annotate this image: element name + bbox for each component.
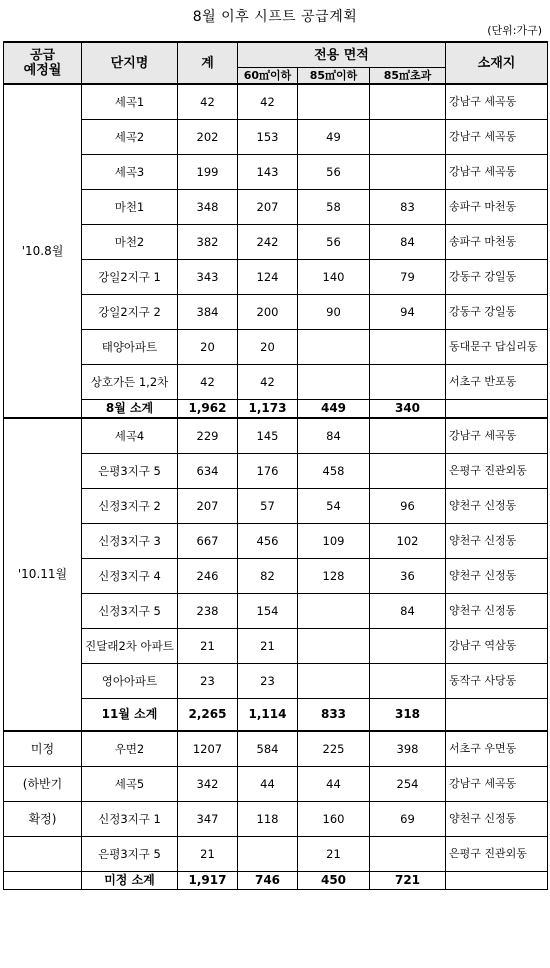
location-cell: 서초구 우면동 <box>446 731 548 767</box>
location-cell: 동대문구 답십리동 <box>446 330 548 365</box>
location-cell: 양천구 신정동 <box>446 802 548 837</box>
table-row <box>4 295 548 330</box>
location-cell: 서초구 반포동 <box>446 365 548 400</box>
total-cell: 42 <box>178 84 238 120</box>
area-85over-cell <box>370 454 446 489</box>
table-row <box>4 225 548 260</box>
total-cell: 23 <box>178 664 238 699</box>
area-85over-cell <box>370 120 446 155</box>
subtotal-area-85: 449 <box>298 400 370 419</box>
area-85-cell: 160 <box>298 802 370 837</box>
total-cell: 207 <box>178 489 238 524</box>
total-cell: 229 <box>178 418 238 454</box>
table-row <box>4 802 548 837</box>
area-60-cell: 154 <box>238 594 298 629</box>
complex-name-cell: 신정3지구 2 <box>82 489 178 524</box>
area-85-cell: 58 <box>298 190 370 225</box>
area-85-cell: 54 <box>298 489 370 524</box>
subtotal-area-85: 833 <box>298 699 370 732</box>
table-row <box>4 489 548 524</box>
table-row <box>4 190 548 225</box>
complex-name-cell: 마천1 <box>82 190 178 225</box>
complex-name-cell: 진달래2차 아파트 <box>82 629 178 664</box>
complex-name-cell: 세곡1 <box>82 84 178 120</box>
area-85over-cell <box>370 629 446 664</box>
total-cell: 202 <box>178 120 238 155</box>
table-row <box>4 594 548 629</box>
total-cell: 382 <box>178 225 238 260</box>
area-60-cell: 207 <box>238 190 298 225</box>
subtotal-area-85: 450 <box>298 872 370 890</box>
total-cell: 384 <box>178 295 238 330</box>
subtotal-row <box>4 699 548 732</box>
subtotal-label: 미정 소계 <box>82 872 178 890</box>
area-85over-cell: 83 <box>370 190 446 225</box>
area-60-cell: 42 <box>238 365 298 400</box>
table-row <box>4 330 548 365</box>
subtotal-location-empty <box>446 699 548 732</box>
subtotal-total: 1,917 <box>178 872 238 890</box>
subtotal-total: 1,962 <box>178 400 238 419</box>
subtotal-row <box>4 400 548 419</box>
area-60-cell: 200 <box>238 295 298 330</box>
total-cell: 342 <box>178 767 238 802</box>
location-cell: 은평구 진관외동 <box>446 837 548 872</box>
total-cell: 246 <box>178 559 238 594</box>
subtotal-location-empty <box>446 872 548 890</box>
complex-name-cell: 신정3지구 5 <box>82 594 178 629</box>
location-cell: 강동구 강일동 <box>446 260 548 295</box>
area-85-cell <box>298 629 370 664</box>
area-85-cell: 458 <box>298 454 370 489</box>
location-cell: 강동구 강일동 <box>446 295 548 330</box>
subtotal-area-60: 1,114 <box>238 699 298 732</box>
location-cell: 강남구 세곡동 <box>446 155 548 190</box>
table-row <box>4 120 548 155</box>
location-cell: 강남구 세곡동 <box>446 767 548 802</box>
area-60-cell: 82 <box>238 559 298 594</box>
area-60-cell: 42 <box>238 84 298 120</box>
period-cell: '10.8월 <box>4 84 82 418</box>
area-85over-cell: 96 <box>370 489 446 524</box>
area-60-cell: 584 <box>238 731 298 767</box>
header-area-85: 85㎡이하 <box>298 68 370 85</box>
table-row <box>4 767 548 802</box>
location-cell: 송파구 마천동 <box>446 190 548 225</box>
area-85over-cell: 254 <box>370 767 446 802</box>
area-85over-cell <box>370 837 446 872</box>
complex-name-cell: 은평3지구 5 <box>82 454 178 489</box>
total-cell: 20 <box>178 330 238 365</box>
table-row <box>4 837 548 872</box>
subtotal-total: 2,265 <box>178 699 238 732</box>
area-60-cell: 153 <box>238 120 298 155</box>
area-60-cell: 242 <box>238 225 298 260</box>
document-title: 8월 이후 시프트 공급계획 <box>192 9 358 25</box>
area-85over-cell: 84 <box>370 594 446 629</box>
period-cell: (하반기 <box>4 767 82 802</box>
location-cell: 양천구 신정동 <box>446 594 548 629</box>
area-85-cell: 90 <box>298 295 370 330</box>
area-85over-cell: 36 <box>370 559 446 594</box>
total-cell: 199 <box>178 155 238 190</box>
header-area-85over: 85㎡초과 <box>370 68 446 85</box>
area-60-cell: 118 <box>238 802 298 837</box>
table-row <box>4 731 548 767</box>
subtotal-area-85over: 340 <box>370 400 446 419</box>
area-60-cell: 57 <box>238 489 298 524</box>
area-85over-cell: 94 <box>370 295 446 330</box>
area-60-cell: 44 <box>238 767 298 802</box>
area-85over-cell <box>370 84 446 120</box>
location-cell: 송파구 마천동 <box>446 225 548 260</box>
table-row <box>4 418 548 454</box>
area-85-cell: 44 <box>298 767 370 802</box>
header-area: 전용 면적 <box>238 42 446 68</box>
total-cell: 634 <box>178 454 238 489</box>
location-cell: 강남구 세곡동 <box>446 418 548 454</box>
table-row <box>4 664 548 699</box>
area-85-cell: 21 <box>298 837 370 872</box>
subtotal-label: 8월 소계 <box>82 400 178 419</box>
table-row <box>4 524 548 559</box>
area-85-cell <box>298 594 370 629</box>
total-cell: 21 <box>178 837 238 872</box>
area-85-cell <box>298 84 370 120</box>
location-cell: 양천구 신정동 <box>446 524 548 559</box>
location-cell: 동작구 사당동 <box>446 664 548 699</box>
header-area-60: 60㎡이하 <box>238 68 298 85</box>
area-85over-cell <box>370 155 446 190</box>
area-60-cell <box>238 837 298 872</box>
table-row <box>4 365 548 400</box>
area-85-cell <box>298 664 370 699</box>
area-85over-cell <box>370 365 446 400</box>
complex-name-cell: 신정3지구 1 <box>82 802 178 837</box>
period-cell <box>4 872 82 890</box>
area-85over-cell <box>370 330 446 365</box>
area-85over-cell: 69 <box>370 802 446 837</box>
area-60-cell: 23 <box>238 664 298 699</box>
complex-name-cell: 은평3지구 5 <box>82 837 178 872</box>
period-cell <box>4 837 82 872</box>
complex-name-cell: 신정3지구 3 <box>82 524 178 559</box>
complex-name-cell: 우면2 <box>82 731 178 767</box>
complex-name-cell: 세곡3 <box>82 155 178 190</box>
complex-name-cell: 강일2지구 2 <box>82 295 178 330</box>
period-cell: 미정 <box>4 731 82 767</box>
header-complex: 단지명 <box>82 42 178 84</box>
area-60-cell: 124 <box>238 260 298 295</box>
total-cell: 42 <box>178 365 238 400</box>
subtotal-row <box>4 872 548 890</box>
total-cell: 238 <box>178 594 238 629</box>
area-85-cell: 49 <box>298 120 370 155</box>
area-85-cell: 128 <box>298 559 370 594</box>
subtotal-area-60: 1,173 <box>238 400 298 419</box>
area-85over-cell: 102 <box>370 524 446 559</box>
supply-plan-table <box>3 41 548 890</box>
period-cell: 확정) <box>4 802 82 837</box>
complex-name-cell: 세곡2 <box>82 120 178 155</box>
area-85over-cell <box>370 664 446 699</box>
total-cell: 343 <box>178 260 238 295</box>
complex-name-cell: 강일2지구 1 <box>82 260 178 295</box>
subtotal-area-85over: 318 <box>370 699 446 732</box>
total-cell: 21 <box>178 629 238 664</box>
table-row <box>4 155 548 190</box>
table-row <box>4 260 548 295</box>
table-row <box>4 629 548 664</box>
header-total: 계 <box>178 42 238 84</box>
subtotal-area-60: 746 <box>238 872 298 890</box>
subtotal-location-empty <box>446 400 548 419</box>
area-85over-cell: 84 <box>370 225 446 260</box>
location-cell: 양천구 신정동 <box>446 489 548 524</box>
area-60-cell: 176 <box>238 454 298 489</box>
header-location: 소재지 <box>446 42 548 84</box>
location-cell: 강남구 세곡동 <box>446 84 548 120</box>
area-85-cell: 225 <box>298 731 370 767</box>
table-row <box>4 84 548 120</box>
location-cell: 양천구 신정동 <box>446 559 548 594</box>
area-85-cell: 56 <box>298 225 370 260</box>
total-cell: 348 <box>178 190 238 225</box>
area-60-cell: 456 <box>238 524 298 559</box>
complex-name-cell: 마천2 <box>82 225 178 260</box>
area-60-cell: 21 <box>238 629 298 664</box>
area-85over-cell: 79 <box>370 260 446 295</box>
location-cell: 강남구 세곡동 <box>446 120 548 155</box>
area-85-cell: 84 <box>298 418 370 454</box>
period-cell: '10.11월 <box>4 418 82 731</box>
complex-name-cell: 세곡4 <box>82 418 178 454</box>
subtotal-area-85over: 721 <box>370 872 446 890</box>
area-85over-cell <box>370 418 446 454</box>
table-row <box>4 454 548 489</box>
complex-name-cell: 상호가든 1,2차 <box>82 365 178 400</box>
complex-name-cell: 태양아파트 <box>82 330 178 365</box>
total-cell: 347 <box>178 802 238 837</box>
area-85-cell: 56 <box>298 155 370 190</box>
complex-name-cell: 세곡5 <box>82 767 178 802</box>
total-cell: 667 <box>178 524 238 559</box>
area-60-cell: 143 <box>238 155 298 190</box>
complex-name-cell: 영아아파트 <box>82 664 178 699</box>
unit-label: (단위:가구) <box>487 24 542 37</box>
area-60-cell: 145 <box>238 418 298 454</box>
total-cell: 1207 <box>178 731 238 767</box>
subtotal-label: 11월 소계 <box>82 699 178 732</box>
area-60-cell: 20 <box>238 330 298 365</box>
complex-name-cell: 신정3지구 4 <box>82 559 178 594</box>
area-85-cell <box>298 365 370 400</box>
location-cell: 은평구 진관외동 <box>446 454 548 489</box>
area-85over-cell: 398 <box>370 731 446 767</box>
area-85-cell: 109 <box>298 524 370 559</box>
header-period: 공급 예정월 <box>4 42 82 84</box>
area-85-cell <box>298 330 370 365</box>
table-row <box>4 559 548 594</box>
location-cell: 강남구 역삼동 <box>446 629 548 664</box>
area-85-cell: 140 <box>298 260 370 295</box>
